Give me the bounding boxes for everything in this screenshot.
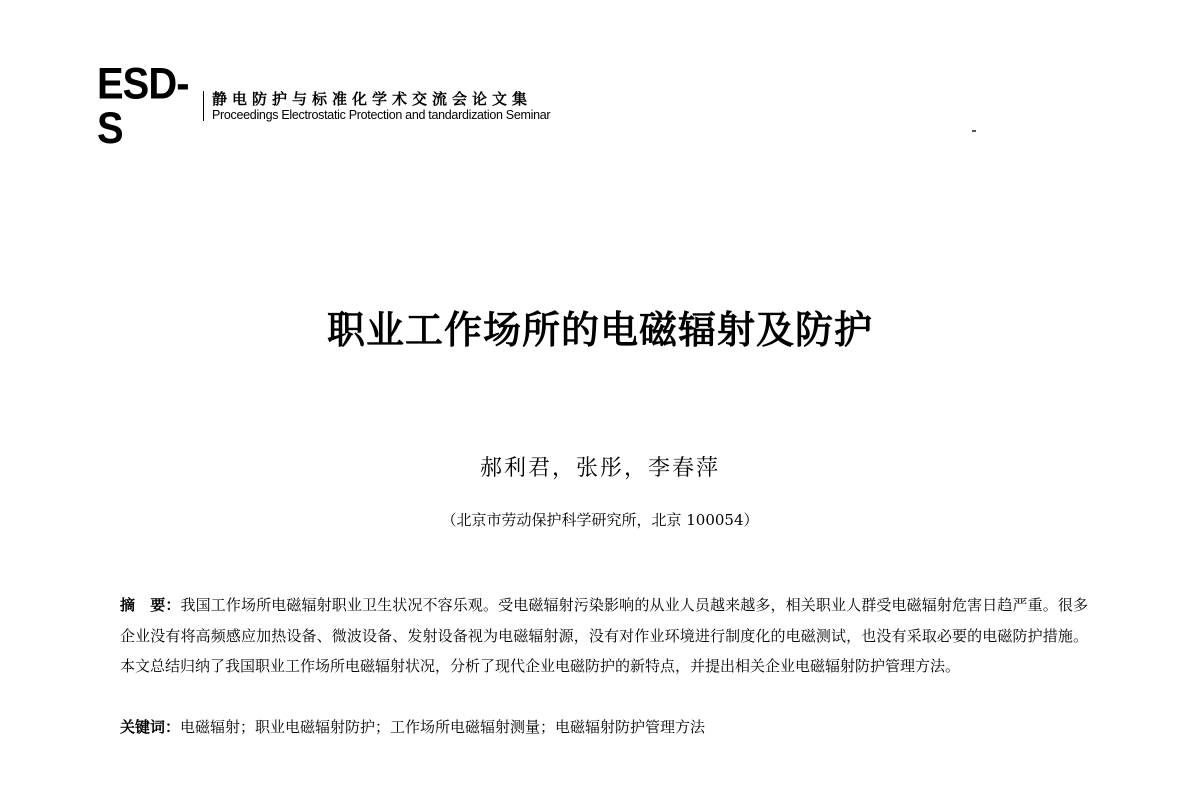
keywords-text: 电磁辐射；职业电磁辐射防护；工作场所电磁辐射测量；电磁辐射防护管理方法 xyxy=(180,718,706,736)
keywords-line xyxy=(120,712,1088,742)
proceedings-title-cn: 静电防护与标准化学术交流会论文集 xyxy=(212,89,533,108)
paper-authors: 郝利君，张彤，李春萍 xyxy=(479,456,720,481)
abstract-label: 摘 要： xyxy=(120,596,181,614)
scan-speck xyxy=(972,130,976,132)
abstract-text: 我国工作场所电磁辐射职业卫生状况不容乐观。受电磁辐射污染影响的从业人员越来越多，相关职业人群受电磁辐射危害日趋严重。很多企业没有将高频感应加热设备、微波设备、发射设备视为电磁辐射源，没有对作业环境进行制度化的电磁测试，也没有采取必要的电磁防护措施。本文总结归纳了我国职业工作场所电磁辐射状况，分析了现代企业电磁防护的新特点，并提出相关企业电磁辐射防护管理方法。 xyxy=(120,596,1088,675)
abstract-paragraph xyxy=(120,590,1088,682)
paper-affiliation: （北京市劳动保护科学研究所，北京 100054） xyxy=(441,511,759,529)
proceedings-title-en: Proceedings Electrostatic Protection and tandardization Seminar xyxy=(212,107,551,122)
keywords-label: 关键词： xyxy=(120,718,181,736)
esd-s-logo: ESD-S xyxy=(97,58,189,153)
header-divider xyxy=(203,91,204,121)
proceedings-header xyxy=(97,58,551,153)
paper-title: 职业工作场所的电磁辐射及防护 xyxy=(326,307,873,352)
header-text-block xyxy=(212,91,550,122)
